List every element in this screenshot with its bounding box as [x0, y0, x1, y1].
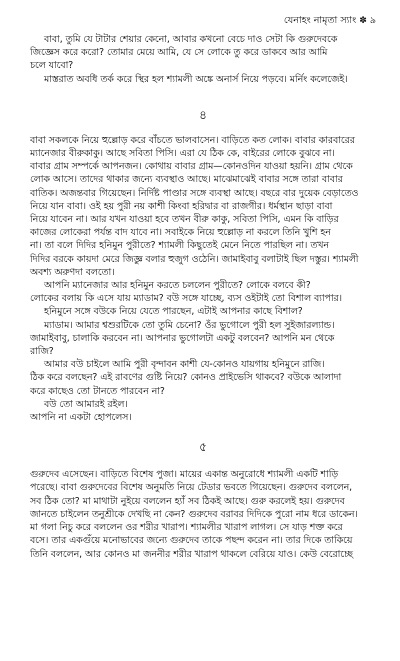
- dialogue-line: বউ তো আমারই রইল। আপনি না একটা হোপলেস।: [30, 398, 132, 424]
- chapter-number: ৫: [199, 440, 207, 455]
- dialogue-line: ম্যাডাম। আমার শ্বশুরটিকে তো তুমি চেনো? ওঁর ভুগোলে পুরী হল সুইজারল্যান্ড। জামাইবাবু, চালাকি করবেন না। আপনার ভুগোলটা একটু বলবেন? আপনি মন থেকে রাজি?: [30, 319, 335, 358]
- paragraph: মাস্তরাত অবধি তর্ক করে স্থির হল শ্যামলী অঙ্কে অনার্স নিয়ে পড়বে। মর্নিং কলেজেই।: [44, 73, 348, 85]
- section-top: [30, 33, 376, 86]
- chapter-number: ৪: [199, 107, 207, 122]
- dialogue-line: হনিমুনে সঙ্গে বউকে নিয়ে যেতে পারছেন, এটাই আপনার কাছে বিশাল?: [44, 306, 303, 318]
- chapter-5-body: [30, 468, 376, 560]
- dialogue-line: আমার বউ চাইলে আমি পুরী বৃন্দাবন কাশী যে-কোনও যায়গায় হনিমুনে রাজি। ঠিক করে বলছেন? এই রাবণের গুষ্টি নিয়ে? কোনও প্রাইভেসি থাকবে? বউকে আলাদা করে কাছেও তো টানতে পারবেন না?: [30, 359, 342, 397]
- dialogue-line: আপনি ম্যানেজার আর হনিমুন করতে চললেন পুরীতে? লোকে বলবে কী? লোকের বলায় কি এসে যায় ম্যাডাম? বউ সঙ্গে যাচ্ছে, ব্যস ওইটাই তো বিশাল ব্যাপার।: [30, 280, 342, 305]
- chapter-4-body: [30, 134, 376, 424]
- paragraph: বাবা, তুমি যে টাটার শেয়ার কেনো, আবার কখনো বেচে দাও সেটা কি গুরুদেবকে জিজ্ঞেস করে করো? তোমার মেয়ে আমি, যে সে লোকে তু করে ডাকবে আর আমি চলে যাবো?: [30, 34, 338, 72]
- separator-star-icon: ✽: [359, 16, 367, 26]
- paragraph: বাবা সকলকে নিয়ে হুল্লোড় করে বাঁচতে ভালবাসেন। বাড়িতে কত লোক। বাবার কারবারের ম্যানেজার বীরুকাকু। আছে সবিতা পিসি। এরা যে ঠিক কে, বাইরের লোকে বুঝবে না। বাবার গ্রাম সম্পর্কে আপনজন। কোথায় বাবার গ্রাম—কোনওদিন যাওয়া হয়নি। গ্রাম থেকে লোক আসে। তাদের থাকার জন্যে ব্যবস্থাও আছে। মাঝেমাঝেই বাবার সঙ্গে তারা বাবার বাতিক। অজন্তবার গিয়েছেন। নির্দিষ্ট পাণ্ডার সঙ্গে ব্যবস্থা আছে। বছরে বার দুয়েক বেড়াতেও নিয়ে যান বাবা। ওই হয় পুরী নয় কাশী কিংবা হরিদ্বার বা রাজগীর। ধর্মস্থান ছাড়া বাবা নিয়ে যাবেন না। আর যখন যাওয়া হবে তখন বীরু কাকু, সবিতা পিসি, এমন কি বাড়ির কাজের লোকেরা পর্যন্ত বাদ যাবে না। সবাইকে নিয়ে হুল্লোড় না করলে তিনি খুশি হন না। তা বলে দিদির হনিমুন পুরীতে? শ্যামলী কিছুতেই মেনে নিতে পারছিল না। তখন দিদির বরকে কায়দা মেরে জিজ্ঞু বলার হুজুগ ওঠেনি। জামাইবাবু বলাটাই ছিল দস্তুর। শ্যামলী অবশ্য অরুণদা বলতো।: [30, 134, 359, 278]
- running-header: [30, 14, 376, 28]
- running-title: যেনাহং নামৃতা স্যাং: [283, 15, 357, 26]
- page-number: ৯: [369, 15, 376, 26]
- paragraph: গুরুদেব এসেছেন। বাড়িতে বিশেষ পুজা। মায়ের একান্ত অনুরোধে শ্যামলী একটি শাড়ি পরেছে। বাবা গুরুদেবের বিশেষ অনুমতি নিয়ে টেডার ভবতে গিয়েছেন। গুরুদেব বললেন, সব ঠিক তো? মা মাথাটা নুইয়ে বললেন হ্যাঁ সব ঠিকই আছে। গুরু করলেই হয়। গুরুদেব জানতে চাইলেন তনুশ্রীকে দেখছি না কেন? গুরুদেব বরাবর দিদিকে পুরো নাম ধরে ডাকেন। মা গলা নিচু করে বললেন ওর শরীর খারাপ। শ্যামলীর খারাপ লাগল। সে যাড় শক্ত করে বসে। তার একগুঁয়ে মনোভাবের জন্যে গুরুদেব তাকে পছন্দ করেন না। তার দিকে তাকিয়ে তিনি বললেন, আর কোনও মা জননীর শরীর খারাপ থাকলে বেরিয়ে যাও। কেউ বেরোচ্ছে: [30, 469, 358, 560]
